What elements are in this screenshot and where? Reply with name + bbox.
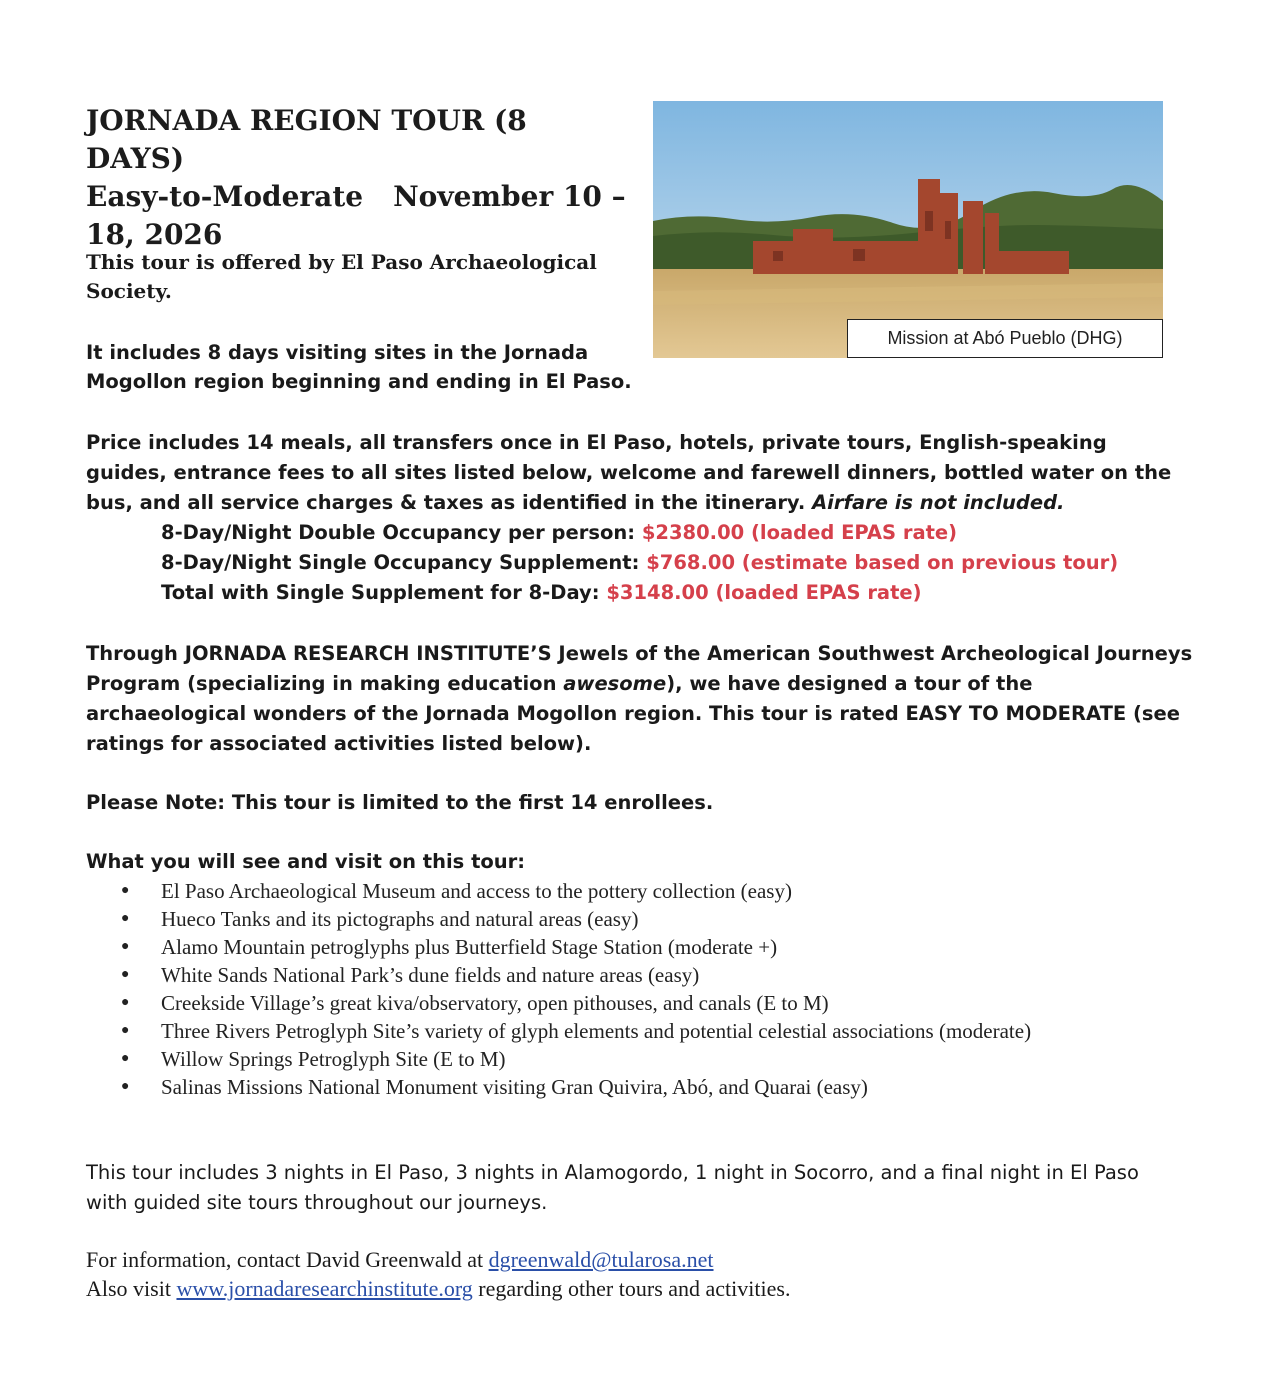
price-value: $768.00 (estimate based on previous tour)	[646, 551, 1119, 574]
tour-title-block	[86, 102, 631, 254]
tour-rating: Easy-to-Moderate	[86, 180, 364, 213]
program-text-2: ), we have designed a tour of the archaeological wonders of the Jornada Mogollon region. This tour is rated EASY TO MODERATE (see ratings for associated activities listed below).	[86, 672, 1180, 755]
list-item: ● Creekside Village’s great kiva/observatory, open pithouses, and canals (E to M)	[86, 989, 1086, 1017]
airfare-note: Airfare is not included.	[812, 491, 1065, 514]
mission-photo	[653, 101, 1163, 358]
tour-dates-end: 18, 2026	[86, 218, 223, 251]
website-prefix: Also visit	[86, 1276, 177, 1301]
list-item: ● Willow Springs Petroglyph Site (E to M)	[86, 1045, 1086, 1073]
price-intro-text: Price includes 14 meals, all transfers once in El Paso, hotels, private tours, English-speaking guides, entrance fees to all sites listed below, welcome and farewell dinners, bottled water on the bus, and all service charges & taxes as identified in the itinerary.	[86, 431, 1172, 514]
website-link[interactable]: www.jornadaresearchinstitute.org	[176, 1276, 473, 1301]
list-item: ● Hueco Tanks and its pictographs and natural areas (easy)	[86, 905, 1086, 933]
email-link[interactable]: dgreenwald@tularosa.net	[488, 1247, 714, 1272]
tour-dates-start: November 10 –	[393, 180, 626, 213]
enrollment-note: Please Note: This tour is limited to the first 14 enrollees.	[86, 791, 714, 814]
price-row-single	[86, 548, 1186, 578]
list-item: ● Three Rivers Petroglyph Site’s variety of glyph elements and potential celestial associations (moderate)	[86, 1017, 1086, 1045]
sites-list	[86, 877, 1086, 1101]
contact-text: For information, contact David Greenwald at	[86, 1247, 489, 1272]
contact-section	[86, 1245, 1186, 1303]
price-value: $2380.00 (loaded EPAS rate)	[641, 521, 958, 544]
price-label: 8-Day/Night Double Occupancy per person:	[161, 521, 636, 544]
price-row-total	[86, 578, 1186, 608]
photo-caption: Mission at Abó Pueblo (DHG)	[847, 319, 1163, 358]
tour-title: JORNADA REGION TOUR (8 DAYS)	[86, 104, 527, 175]
price-label: Total with Single Supplement for 8-Day:	[161, 581, 600, 604]
tour-rating-and-dates	[86, 178, 631, 216]
price-intro	[86, 428, 1186, 518]
website-line	[86, 1274, 1186, 1303]
includes-text: It includes 8 days visiting sites in the Jornada Mogollon region beginning and ending in El Paso.	[86, 341, 632, 393]
website-suffix: regarding other tours and activities.	[472, 1276, 791, 1301]
program-emphasis: awesome	[563, 672, 667, 695]
price-section	[86, 428, 1186, 608]
offered-by-text: This tour is offered by El Paso Archaeological Society.	[86, 250, 597, 303]
price-row-double	[86, 518, 1186, 548]
list-item: ● Alamo Mountain petroglyphs plus Butterfield Stage Station (moderate +)	[86, 933, 1086, 961]
list-item: ● El Paso Archaeological Museum and access to the pottery collection (easy)	[86, 877, 1086, 905]
list-item: ● White Sands National Park’s dune fields and nature areas (easy)	[86, 961, 1086, 989]
list-item: ● Salinas Missions National Monument visiting Gran Quivira, Abó, and Quarai (easy)	[86, 1073, 1086, 1101]
contact-line	[86, 1245, 1186, 1274]
price-label: 8-Day/Night Single Occupancy Supplement:	[161, 551, 640, 574]
lodging-summary: This tour includes 3 nights in El Paso, 3 nights in Alamogordo, 1 night in Socorro, and a final night in El Paso with guided site tours throughout our journeys.	[86, 1161, 1139, 1214]
sites-heading: What you will see and visit on this tour:	[86, 850, 526, 873]
price-value: $3148.00 (loaded EPAS rate)	[606, 581, 922, 604]
program-description	[86, 639, 1196, 759]
program-text-1: Through JORNADA RESEARCH INSTITUTE’S Jewels of the American Southwest Archeological Journeys Program (specializing in making education	[86, 642, 1193, 695]
